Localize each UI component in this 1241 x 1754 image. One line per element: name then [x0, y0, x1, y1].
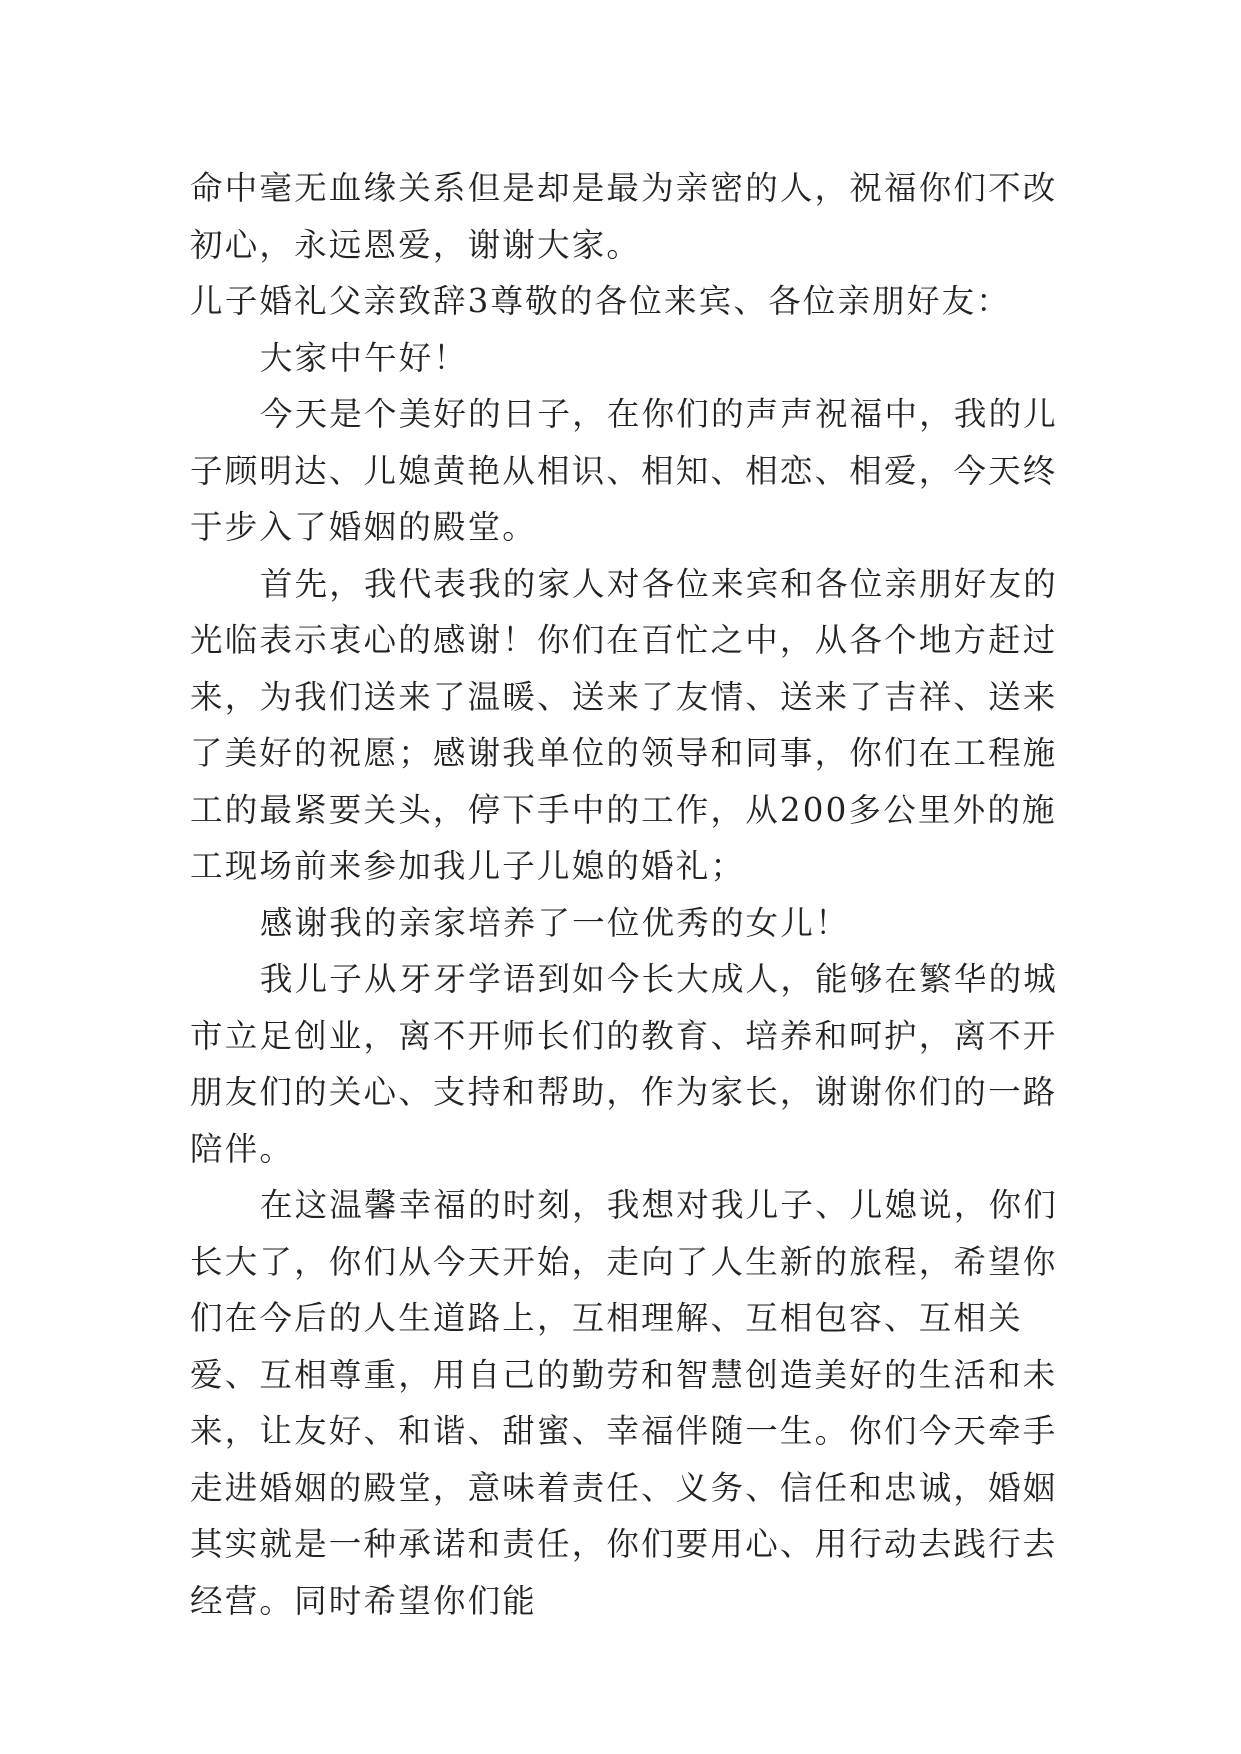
paragraph-7: 我儿子从牙牙学语到如今长大成人，能够在繁华的城市立足创业，离不开师长们的教育、培养和呵护，离不开朋友们的关心、支持和帮助，作为家长，谢谢你们的一路陪伴。: [190, 960, 1058, 1168]
paragraph-3-greeting: 大家中午好！: [259, 338, 469, 377]
paragraph-8: 在这温馨幸福的时刻，我想对我儿子、儿媳说，你们长大了，你们从今天开始，走向了人生新的旅程，希望你们在今后的人生道路上，互相理解、互相包容、互相关爱、互相尊重，用自己的勤劳和智慧创造美好的生活和未来，让友好、和谐、甜蜜、幸福伴随一生。你们今天牵手走进婚姻的殿堂，意味着责任、义务、信任和忠诚，婚姻其实就是一种承诺和责任，你们要用心、用行动去践行去经营。同时希望你们能: [190, 1186, 1058, 1620]
paragraph-4: 今天是个美好的日子，在你们的声声祝福中，我的儿子顾明达、儿媳黄艳从相识、相知、相恋、相爱，今天终于步入了婚姻的殿堂。: [190, 395, 1058, 546]
paragraph-2-speech-heading: 儿子婚礼父亲致辞3尊敬的各位来宾、各位亲朋好友：: [190, 282, 1011, 320]
paragraph-1: 命中毫无血缘关系但是却是最为亲密的人，祝福你们不改初心，永远恩爱，谢谢大家。: [190, 169, 1058, 264]
paragraph-5: 首先，我代表我的家人对各位来宾和各位亲朋好友的光临表示衷心的感谢！你们在百忙之中，从各个地方赶过来，为我们送来了温暖、送来了友情、送来了吉祥、送来了美好的祝愿；感谢我单位的领导和同事，你们在工程施工的最紧要关头，停下手中的工作，从200多公里外的施工现场前来参加我儿子儿媳的婚礼；: [190, 564, 1058, 885]
paragraph-6: 感谢我的亲家培养了一位优秀的女儿！: [259, 903, 850, 942]
document-body: [190, 160, 1070, 1629]
